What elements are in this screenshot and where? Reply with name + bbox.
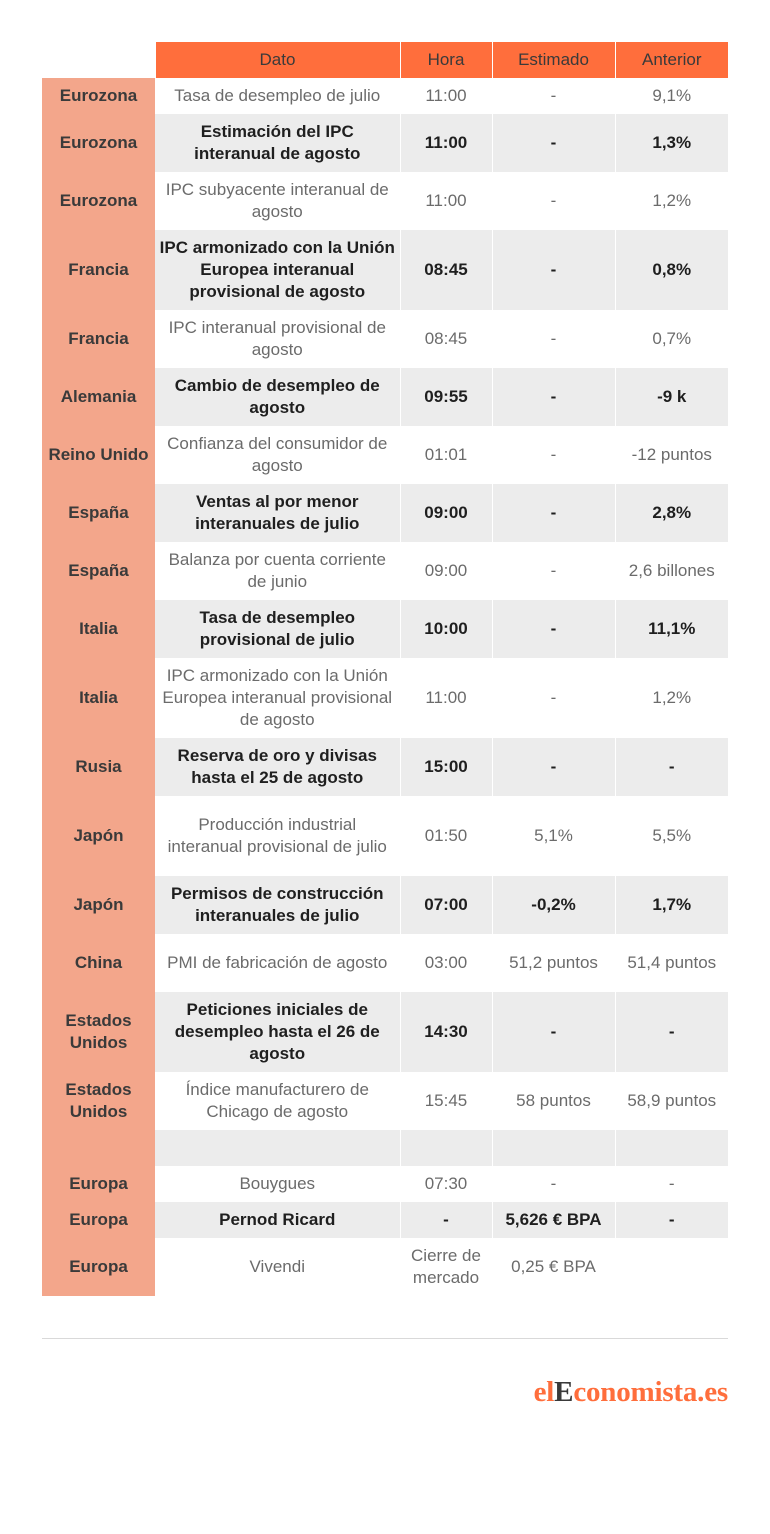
dato-cell: Confianza del consumidor de agosto (155, 426, 400, 484)
logo-text-conomista: conomista.es (573, 1376, 728, 1408)
estimado-cell: - (492, 992, 615, 1072)
estimado-cell: 51,2 puntos (492, 934, 615, 992)
dato-cell: Bouygues (155, 1166, 400, 1202)
hora-cell: 14:30 (400, 992, 492, 1072)
dato-cell: IPC armonizado con la Unión Europea interanual provisional de agosto (155, 658, 400, 738)
table-row (42, 992, 728, 1072)
header-dato: Dato (155, 42, 400, 78)
footer-divider (42, 1338, 728, 1339)
dato-cell: Permisos de construcción interanuales de julio (155, 876, 400, 934)
hora-cell: 08:45 (400, 230, 492, 310)
anterior-cell: 0,7% (615, 310, 728, 368)
country-cell (42, 1130, 155, 1166)
hora-cell: 09:00 (400, 542, 492, 600)
hora-cell: 09:00 (400, 484, 492, 542)
table-row (42, 230, 728, 310)
hora-cell: 07:30 (400, 1166, 492, 1202)
anterior-cell: - (615, 992, 728, 1072)
anterior-cell (615, 1238, 728, 1296)
hora-cell: Cierre de mercado (400, 1238, 492, 1296)
dato-cell: Reserva de oro y divisas hasta el 25 de agosto (155, 738, 400, 796)
table-row (42, 934, 728, 992)
country-cell: Estados Unidos (42, 992, 155, 1072)
hora-cell: 10:00 (400, 600, 492, 658)
anterior-cell: 2,6 billones (615, 542, 728, 600)
logo-text-e: E (554, 1376, 574, 1408)
country-cell: Europa (42, 1202, 155, 1238)
anterior-cell: 5,5% (615, 796, 728, 876)
header-hora: Hora (400, 42, 492, 78)
country-cell: Eurozona (42, 114, 155, 172)
table-row (42, 600, 728, 658)
table-row (42, 368, 728, 426)
estimado-cell: - (492, 600, 615, 658)
hora-cell: 07:00 (400, 876, 492, 934)
table-row (42, 738, 728, 796)
dato-cell: Balanza por cuenta corriente de junio (155, 542, 400, 600)
estimado-cell: - (492, 172, 615, 230)
separator-row (42, 1130, 728, 1166)
hora-cell: 09:55 (400, 368, 492, 426)
country-cell: Francia (42, 230, 155, 310)
header-estimado: Estimado (492, 42, 615, 78)
anterior-cell: - (615, 1202, 728, 1238)
country-cell: Japón (42, 796, 155, 876)
hora-cell: 01:50 (400, 796, 492, 876)
country-cell: Italia (42, 658, 155, 738)
anterior-cell: 51,4 puntos (615, 934, 728, 992)
dato-cell: Cambio de desempleo de agosto (155, 368, 400, 426)
estimado-cell: - (492, 310, 615, 368)
dato-cell: Índice manufacturero de Chicago de agosto (155, 1072, 400, 1130)
hora-cell: - (400, 1202, 492, 1238)
economic-calendar-table (42, 42, 728, 1296)
hora-cell: 15:00 (400, 738, 492, 796)
estimado-cell: 0,25 € BPA (492, 1238, 615, 1296)
table-row (42, 310, 728, 368)
hora-cell: 11:00 (400, 114, 492, 172)
estimado-cell: - (492, 658, 615, 738)
anterior-cell: - (615, 738, 728, 796)
table-row (42, 426, 728, 484)
hora-cell: 11:00 (400, 172, 492, 230)
country-cell: Reino Unido (42, 426, 155, 484)
hora-cell: 01:01 (400, 426, 492, 484)
dato-cell: Estimación del IPC interanual de agosto (155, 114, 400, 172)
estimado-cell: 5,626 € BPA (492, 1202, 615, 1238)
country-cell: Italia (42, 600, 155, 658)
hora-cell: 15:45 (400, 1072, 492, 1130)
country-cell: China (42, 934, 155, 992)
table-row (42, 1238, 728, 1296)
country-cell: Alemania (42, 368, 155, 426)
table-row (42, 114, 728, 172)
country-cell: España (42, 484, 155, 542)
table-row (42, 796, 728, 876)
estimado-cell: - (492, 1166, 615, 1202)
table-row (42, 542, 728, 600)
anterior-cell: 2,8% (615, 484, 728, 542)
table-row (42, 1202, 728, 1238)
empty-cell (155, 1130, 400, 1166)
estimado-cell: -0,2% (492, 876, 615, 934)
dato-cell: IPC interanual provisional de agosto (155, 310, 400, 368)
estimado-cell: 58 puntos (492, 1072, 615, 1130)
header-blank-cell (42, 42, 155, 78)
anterior-cell: 1,3% (615, 114, 728, 172)
anterior-cell: 1,2% (615, 172, 728, 230)
estimado-cell: - (492, 738, 615, 796)
anterior-cell: 58,9 puntos (615, 1072, 728, 1130)
hora-cell: 11:00 (400, 78, 492, 114)
anterior-cell: -9 k (615, 368, 728, 426)
logo-text-el: el (533, 1376, 555, 1408)
dato-cell: IPC armonizado con la Unión Europea interanual provisional de agosto (155, 230, 400, 310)
anterior-cell: 11,1% (615, 600, 728, 658)
empty-cell (615, 1130, 728, 1166)
anterior-cell: -12 puntos (615, 426, 728, 484)
estimado-cell: - (492, 426, 615, 484)
dato-cell: IPC subyacente interanual de agosto (155, 172, 400, 230)
country-cell: Europa (42, 1238, 155, 1296)
anterior-cell: - (615, 1166, 728, 1202)
table-header-row (42, 42, 728, 78)
estimado-cell: - (492, 484, 615, 542)
country-cell: Eurozona (42, 78, 155, 114)
estimado-cell: - (492, 114, 615, 172)
hora-cell: 11:00 (400, 658, 492, 738)
dato-cell: Tasa de desempleo provisional de julio (155, 600, 400, 658)
country-cell: Estados Unidos (42, 1072, 155, 1130)
header-anterior: Anterior (615, 42, 728, 78)
table-row (42, 1072, 728, 1130)
country-cell: Europa (42, 1166, 155, 1202)
table-row (42, 658, 728, 738)
dato-cell: Ventas al por menor interanuales de julio (155, 484, 400, 542)
country-cell: Rusia (42, 738, 155, 796)
country-cell: Francia (42, 310, 155, 368)
dato-cell: Producción industrial interanual provisional de julio (155, 796, 400, 876)
table-row (42, 172, 728, 230)
empty-cell (400, 1130, 492, 1166)
empty-cell (492, 1130, 615, 1166)
anterior-cell: 1,7% (615, 876, 728, 934)
table-row (42, 484, 728, 542)
table-row (42, 876, 728, 934)
eleconomista-logo[interactable] (534, 1376, 728, 1409)
dato-cell: Vivendi (155, 1238, 400, 1296)
dato-cell: PMI de fabricación de agosto (155, 934, 400, 992)
estimado-cell: - (492, 368, 615, 426)
anterior-cell: 9,1% (615, 78, 728, 114)
dato-cell: Pernod Ricard (155, 1202, 400, 1238)
estimado-cell: - (492, 542, 615, 600)
estimado-cell: 5,1% (492, 796, 615, 876)
dato-cell: Peticiones iniciales de desempleo hasta el 26 de agosto (155, 992, 400, 1072)
table-row (42, 1166, 728, 1202)
country-cell: España (42, 542, 155, 600)
anterior-cell: 0,8% (615, 230, 728, 310)
anterior-cell: 1,2% (615, 658, 728, 738)
estimado-cell: - (492, 78, 615, 114)
dato-cell: Tasa de desempleo de julio (155, 78, 400, 114)
hora-cell: 03:00 (400, 934, 492, 992)
hora-cell: 08:45 (400, 310, 492, 368)
table-row (42, 78, 728, 114)
country-cell: Japón (42, 876, 155, 934)
country-cell: Eurozona (42, 172, 155, 230)
estimado-cell: - (492, 230, 615, 310)
